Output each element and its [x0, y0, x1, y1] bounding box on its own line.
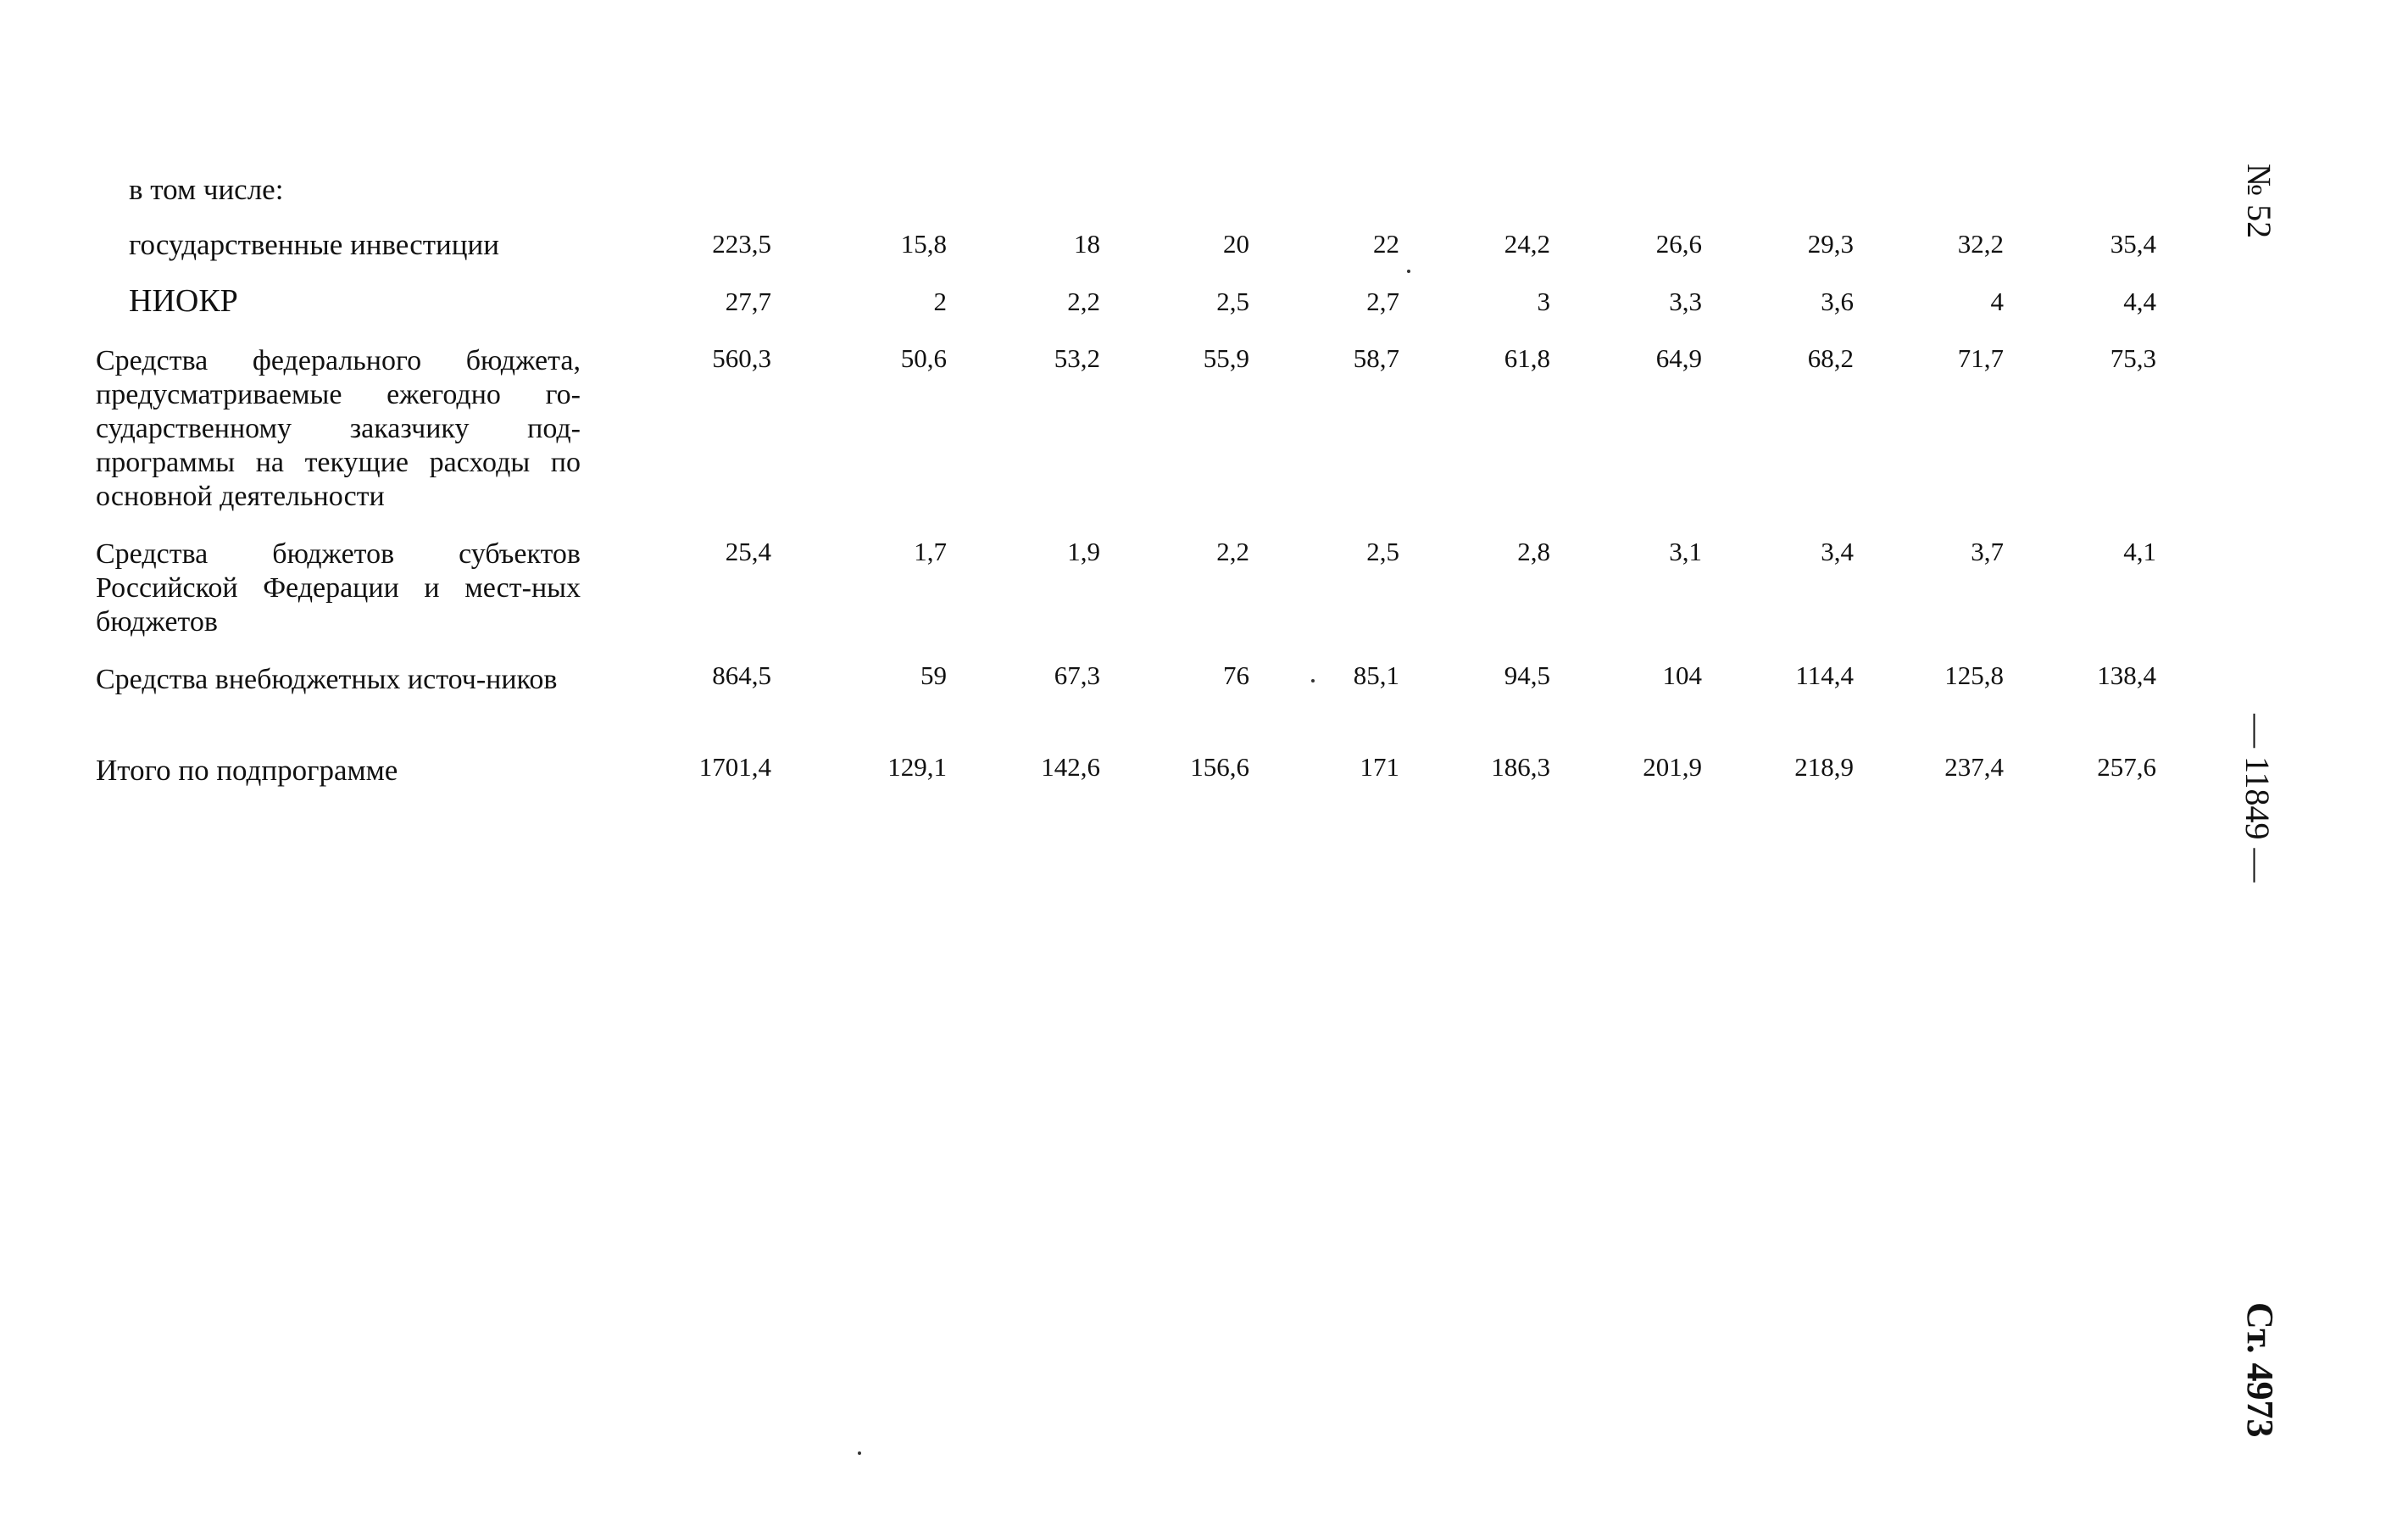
- table-cell: 864,5: [712, 660, 771, 690]
- table-cell: 22: [1373, 229, 1399, 259]
- table-cell: 2,2: [1067, 287, 1100, 316]
- table-cell: 129,1: [887, 752, 947, 782]
- page-number: Ст. 4973: [2239, 1302, 2281, 1438]
- row-label-total: Итого по подпрограмме: [96, 754, 398, 787]
- table-cell: 3,3: [1669, 287, 1702, 316]
- table-cell: 114,4: [1795, 660, 1854, 690]
- table-cell: 138,4: [2097, 660, 2156, 690]
- table-cell: 32,2: [1957, 229, 2004, 259]
- table-cell: 142,6: [1041, 752, 1100, 782]
- table-cell: 257,6: [2097, 752, 2156, 782]
- table-cell: 94,5: [1504, 660, 1550, 690]
- table-cell: 218,9: [1794, 752, 1854, 782]
- table-cell: 35,4: [2110, 229, 2156, 259]
- table-cell: 67,3: [1054, 660, 1100, 690]
- table-cell: 171: [1360, 752, 1399, 782]
- table-cell: 2,7: [1366, 287, 1399, 316]
- table-cell: 64,9: [1655, 343, 1702, 373]
- table-cell: 53,2: [1054, 343, 1100, 373]
- table-cell: 68,2: [1807, 343, 1854, 373]
- table-cell: 75,3: [2110, 343, 2156, 373]
- table-cell: 237,4: [1944, 752, 2004, 782]
- table-cell: 61,8: [1504, 343, 1550, 373]
- row-label-rnd: НИОКР: [129, 283, 238, 319]
- table-cell: 27,7: [725, 287, 771, 316]
- table-cell: 55,9: [1203, 343, 1249, 373]
- table-cell: 104: [1662, 660, 1702, 690]
- table-cell: 2,5: [1216, 287, 1249, 316]
- table-cell: 4: [1990, 287, 2004, 316]
- table-cell: 3: [1537, 287, 1550, 316]
- table-cell: 223,5: [712, 229, 771, 259]
- table-cell: 156,6: [1190, 752, 1249, 782]
- table-cell: 20: [1223, 229, 1249, 259]
- table-cell: 201,9: [1643, 752, 1702, 782]
- table-cell: 3,7: [1971, 537, 2004, 566]
- table-cell: 3,1: [1669, 537, 1702, 566]
- section-subheading: в том числе:: [129, 173, 284, 206]
- issue-number: № 52: [2240, 164, 2278, 239]
- row-label-federal-budget: Средства федерального бюджета, предусматриваемые ежегодно го-сударственному заказчику под-программы на текущие расходы по основной деятельности: [96, 345, 581, 512]
- row-label-extrabudgetary: Средства внебюджетных источ-ников: [96, 664, 558, 695]
- print-speck: [858, 1451, 861, 1455]
- table-cell: 76: [1223, 660, 1249, 690]
- table-cell: 2,5: [1366, 537, 1399, 566]
- table-cell: 1,9: [1067, 537, 1100, 566]
- table-cell: 85,1: [1353, 660, 1399, 690]
- table-cell: 29,3: [1807, 229, 1854, 259]
- table-cell: 4,4: [2123, 287, 2156, 316]
- table-cell: 26,6: [1655, 229, 1702, 259]
- print-speck: [1311, 679, 1315, 682]
- table-cell: 125,8: [1944, 660, 2004, 690]
- table-cell: 50,6: [900, 343, 947, 373]
- table-cell: 4,1: [2123, 537, 2156, 566]
- table-cell: 2: [933, 287, 947, 316]
- document-number: — 11849 —: [2238, 714, 2277, 883]
- row-label-regional-budgets: Средства бюджетов субъектов Российской Федерации и мест-ных бюджетов: [96, 538, 581, 638]
- table-cell: 2,2: [1216, 537, 1249, 566]
- table-cell: 2,8: [1517, 537, 1550, 566]
- table-cell: 1701,4: [698, 752, 771, 782]
- table-cell: 1,7: [914, 537, 947, 566]
- table-cell: 25,4: [725, 537, 771, 566]
- table-cell: 560,3: [712, 343, 771, 373]
- table-cell: 59: [920, 660, 947, 690]
- row-label-state-investments: государственные инвестиции: [129, 228, 499, 261]
- table-cell: 3,6: [1821, 287, 1854, 316]
- table-cell: 186,3: [1491, 752, 1550, 782]
- table-cell: 15,8: [900, 229, 947, 259]
- print-speck: [1407, 270, 1410, 273]
- table-cell: 24,2: [1504, 229, 1550, 259]
- table-cell: 3,4: [1821, 537, 1854, 566]
- table-cell: 71,7: [1957, 343, 2004, 373]
- table-cell: 18: [1074, 229, 1100, 259]
- table-cell: 58,7: [1353, 343, 1399, 373]
